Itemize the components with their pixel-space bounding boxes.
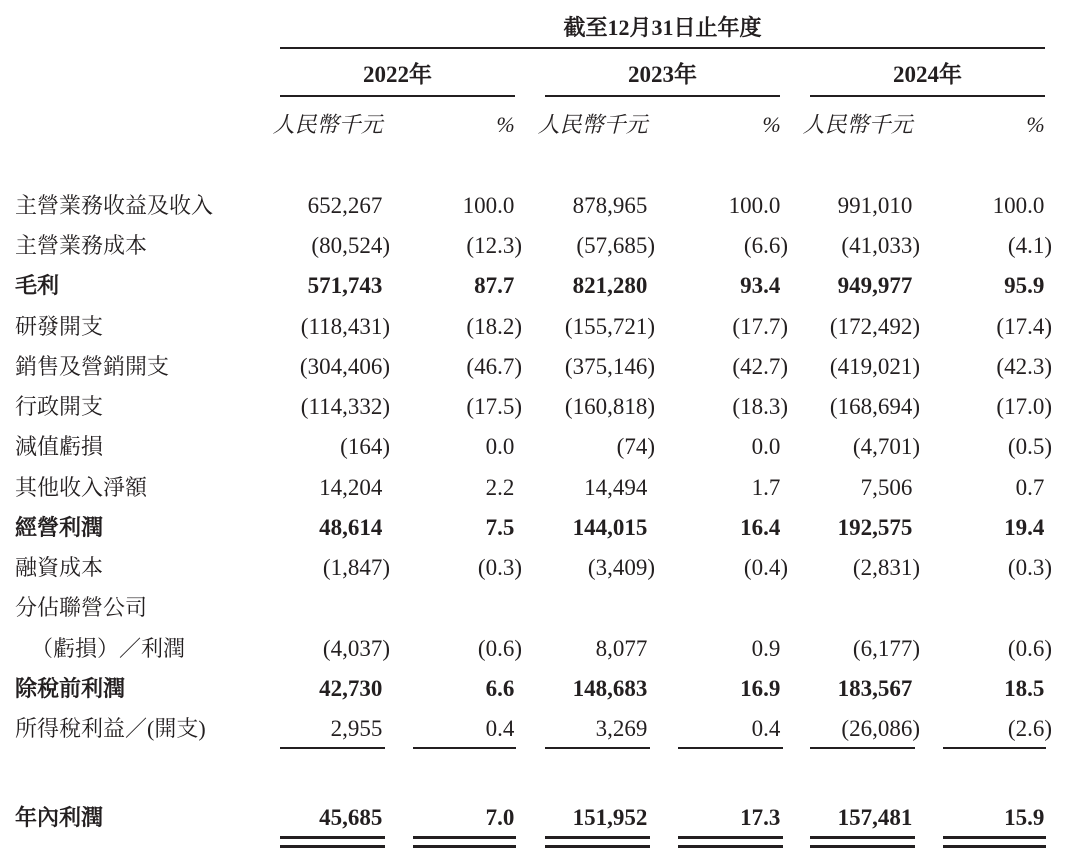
row-selling-marketing-expenses [0, 347, 1080, 387]
amount-2022: 14,204 [319, 475, 383, 500]
row-share-of-associates [0, 629, 1080, 669]
percent-2024: (2.6) [1007, 716, 1052, 741]
percent-2024: (4.1) [1007, 233, 1052, 258]
percent-2022: 6.6 [485, 676, 515, 701]
amount-2022: (164) [340, 434, 390, 459]
year-rule-2022 [280, 95, 515, 97]
amount-2024: 183,567 [837, 676, 913, 701]
percent-2023: (0.4) [743, 555, 788, 580]
percent-2023: 0.9 [751, 636, 781, 661]
percent-2024: (42.3) [996, 354, 1052, 379]
row-label: 減值虧損 [15, 434, 104, 459]
row-other-income-net [0, 468, 1080, 508]
percent-2023: 16.4 [740, 515, 781, 540]
row-label: 分佔聯營公司 [15, 595, 148, 620]
subtotal-rule-amount-2024 [810, 747, 915, 749]
percent-2022: 0.4 [485, 716, 515, 741]
row-label: 除稅前利潤 [15, 676, 126, 701]
year-heading-2024: 2024年 [893, 62, 962, 87]
amount-2022: (1,847) [322, 555, 390, 580]
amount-2022: 571,743 [307, 273, 383, 298]
percent-2024: 18.5 [1004, 676, 1045, 701]
total-double-rule-percent-2024 [943, 836, 1046, 839]
percent-2024: 15.9 [1004, 805, 1045, 830]
percent-2023: (18.3) [732, 394, 788, 419]
amount-2024: (2,831) [852, 555, 920, 580]
amount-2024: 7,506 [860, 475, 913, 500]
percent-2024: (0.3) [1007, 555, 1052, 580]
subtotal-rule-percent-2023 [678, 747, 783, 749]
amount-2023: 148,683 [572, 676, 648, 701]
amount-2023: 3,269 [595, 716, 648, 741]
percent-2022: 100.0 [462, 193, 515, 218]
percent-2022: (0.6) [477, 636, 522, 661]
percent-2023: 17.3 [740, 805, 781, 830]
row-admin-expenses [0, 387, 1080, 427]
row-label: 其他收入淨額 [15, 475, 148, 500]
row-label: 行政開支 [15, 394, 104, 419]
percent-2023: 1.7 [751, 475, 781, 500]
amount-2022: (114,332) [300, 394, 390, 419]
amount-2023: (57,685) [576, 233, 655, 258]
year-rule-2023 [545, 95, 780, 97]
percent-2023: (42.7) [732, 354, 788, 379]
amount-2022: 45,685 [319, 805, 383, 830]
pct-label-2024: % [1026, 112, 1045, 137]
percent-2022: 2.2 [485, 475, 515, 500]
row-profit-for-the-year [0, 798, 1080, 838]
amount-2023: (3,409) [587, 555, 655, 580]
percent-2024: (17.4) [996, 314, 1052, 339]
row-gross-profit [0, 266, 1080, 306]
amount-2024: (4,701) [852, 434, 920, 459]
total-double-rule-percent-2022 [413, 836, 516, 839]
percent-2024: 100.0 [992, 193, 1045, 218]
row-label: 銷售及營銷開支 [15, 354, 170, 379]
total-double-rule-amount-2024 [810, 836, 915, 839]
unit-label-2023: 人民幣千元 [537, 112, 648, 137]
pct-label-2022: % [496, 112, 515, 137]
period-heading-rule [280, 47, 1045, 49]
percent-2023: 100.0 [728, 193, 781, 218]
row-share-of-associates-heading [0, 588, 1080, 628]
year-rule-2024 [810, 95, 1045, 97]
percent-2022: 87.7 [474, 273, 515, 298]
year-heading-2022: 2022年 [363, 62, 432, 87]
row-profit-before-tax [0, 669, 1080, 709]
amount-2024: (172,492) [829, 314, 920, 339]
amount-2022: 48,614 [319, 515, 383, 540]
percent-2023: 93.4 [740, 273, 781, 298]
amount-2023: 151,952 [572, 805, 648, 830]
percent-2024: 0.7 [1015, 475, 1045, 500]
percent-2022: 7.5 [485, 515, 515, 540]
amount-2022: 652,267 [307, 193, 383, 218]
row-label: 研發開支 [15, 314, 104, 339]
amount-2024: 991,010 [837, 193, 913, 218]
row-label: 主營業務成本 [15, 233, 148, 258]
amount-2022: (118,431) [300, 314, 390, 339]
row-label: 經營利潤 [15, 515, 104, 540]
amount-2024: (41,033) [841, 233, 920, 258]
amount-2023: 144,015 [572, 515, 648, 540]
row-label: 主營業務收益及收入 [15, 193, 214, 218]
amount-2024: 157,481 [837, 805, 913, 830]
percent-2023: 16.9 [740, 676, 781, 701]
percent-2024: 19.4 [1004, 515, 1045, 540]
row-income-tax [0, 709, 1080, 749]
amount-2023: 878,965 [572, 193, 648, 218]
total-double-rule-percent-2023 [678, 836, 783, 839]
amount-2024: (168,694) [829, 394, 920, 419]
row-operating-profit [0, 508, 1080, 548]
percent-2023: (6.6) [743, 233, 788, 258]
percent-2024: (0.6) [1007, 636, 1052, 661]
unit-label-2024: 人民幣千元 [802, 112, 913, 137]
row-label: 融資成本 [15, 555, 104, 580]
percent-2024: 95.9 [1004, 273, 1045, 298]
amount-2023: 821,280 [572, 273, 648, 298]
amount-2024: (26,086) [841, 716, 920, 741]
amount-2023: 8,077 [595, 636, 648, 661]
total-double-rule-amount-2022 [280, 836, 385, 839]
amount-2022: 2,955 [330, 716, 383, 741]
percent-2022: (46.7) [466, 354, 522, 379]
amount-2022: (4,037) [322, 636, 390, 661]
row-cost-of-revenue [0, 226, 1080, 266]
percent-2024: (17.0) [996, 394, 1052, 419]
total-double-rule-amount-2023 [545, 845, 650, 848]
amount-2023: (74) [616, 434, 655, 459]
percent-2024: (0.5) [1007, 434, 1052, 459]
amount-2023: (375,146) [564, 354, 655, 379]
subtotal-rule-percent-2022 [413, 747, 516, 749]
total-double-rule-amount-2022 [280, 845, 385, 848]
percent-2023: 0.0 [751, 434, 781, 459]
amount-2024: (6,177) [852, 636, 920, 661]
percent-2022: (17.5) [466, 394, 522, 419]
subtotal-rule-amount-2023 [545, 747, 650, 749]
period-heading: 截至12月31日止年度 [563, 15, 762, 40]
amount-2023: 14,494 [584, 475, 648, 500]
percent-2022: 7.0 [485, 805, 515, 830]
row-rnd-expenses [0, 307, 1080, 347]
total-double-rule-amount-2024 [810, 845, 915, 848]
row-label: 年內利潤 [15, 805, 104, 830]
amount-2022: 42,730 [319, 676, 383, 701]
percent-2023: (17.7) [732, 314, 788, 339]
amount-2024: (419,021) [829, 354, 920, 379]
amount-2022: (304,406) [299, 354, 390, 379]
subtotal-rule-amount-2022 [280, 747, 385, 749]
percent-2022: (18.2) [466, 314, 522, 339]
total-double-rule-percent-2024 [943, 845, 1046, 848]
amount-2024: 949,977 [837, 273, 913, 298]
row-label: 所得稅利益／(開支) [15, 716, 206, 741]
amount-2023: (160,818) [564, 394, 655, 419]
percent-2023: 0.4 [751, 716, 781, 741]
year-heading-2023: 2023年 [628, 62, 697, 87]
pct-label-2023: % [762, 112, 781, 137]
percent-2022: (0.3) [477, 555, 522, 580]
row-revenue [0, 186, 1080, 226]
total-double-rule-amount-2023 [545, 836, 650, 839]
percent-2022: (12.3) [466, 233, 522, 258]
unit-label-2022: 人民幣千元 [272, 112, 383, 137]
row-label: 毛利 [15, 273, 60, 298]
percent-2022: 0.0 [485, 434, 515, 459]
amount-2023: (155,721) [564, 314, 655, 339]
amount-2024: 192,575 [837, 515, 913, 540]
amount-2022: (80,524) [311, 233, 390, 258]
total-double-rule-percent-2022 [413, 845, 516, 848]
row-finance-costs [0, 548, 1080, 588]
subtotal-rule-percent-2024 [943, 747, 1046, 749]
row-label-continuation: （虧損）／利潤 [31, 636, 186, 661]
total-double-rule-percent-2023 [678, 845, 783, 848]
row-impairment-losses [0, 427, 1080, 467]
